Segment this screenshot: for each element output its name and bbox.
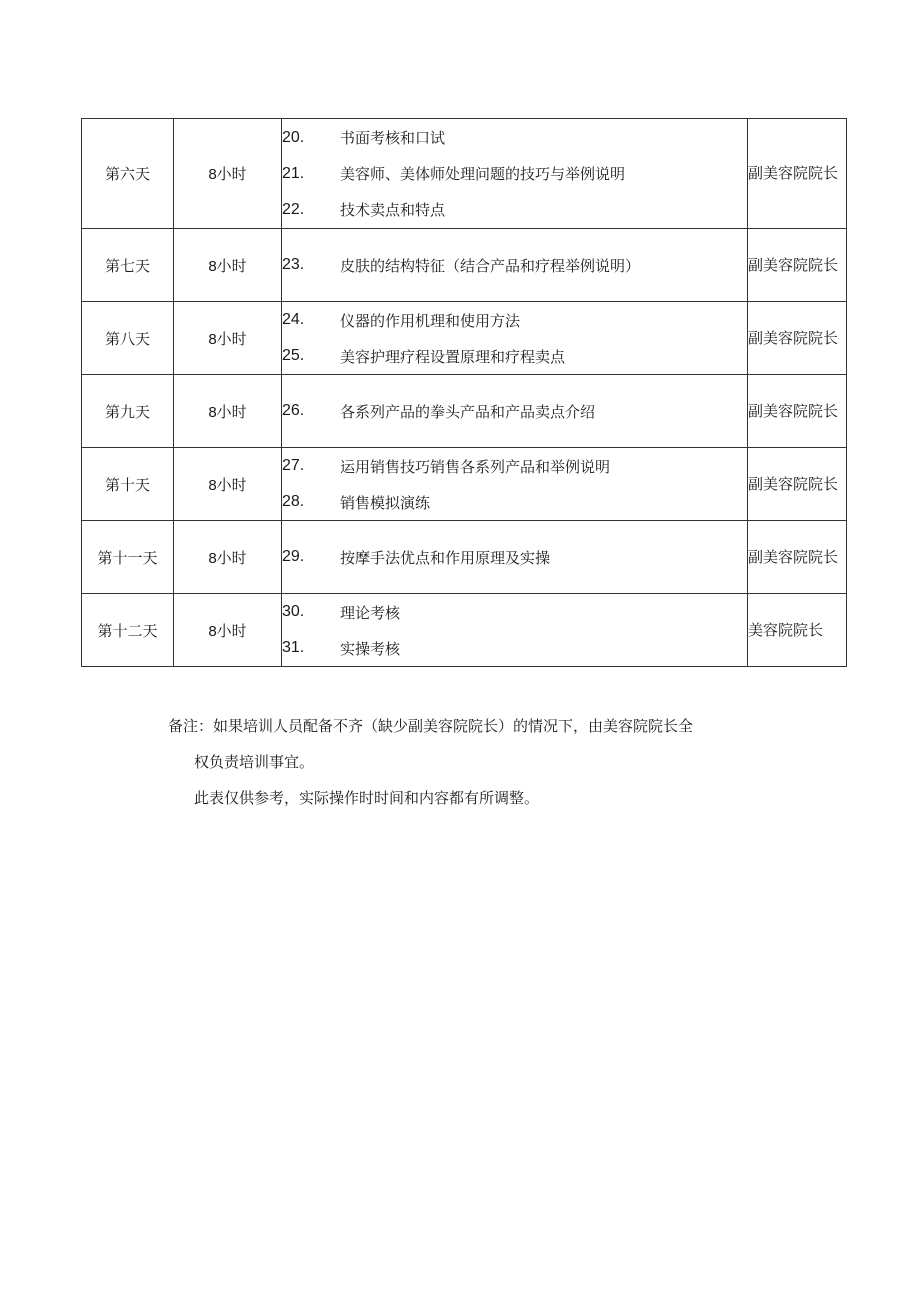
schedule-body: [82, 119, 847, 667]
item-text: 按摩手法优点和作用原理及实操: [340, 548, 551, 567]
hours-cell: 8小时: [174, 119, 282, 229]
hours-cell: 8小时: [174, 594, 282, 667]
item-number: 25.: [282, 347, 305, 364]
content-item: [282, 247, 747, 283]
schedule-row: [82, 448, 847, 521]
content-cell: [282, 229, 748, 302]
remark-line-1: 备注：如果培训人员配备不齐（缺少副美容院院长）的情况下，由美容院院长全: [168, 717, 694, 735]
item-number: 21.: [282, 164, 305, 182]
item-number: 28.: [282, 493, 305, 510]
item-number: 31.: [282, 639, 305, 656]
hours-cell: 8小时: [174, 375, 282, 448]
responsible-cell: 美容院院长: [748, 594, 847, 667]
hours-cell: 8小时: [174, 229, 282, 302]
content-cell: [282, 119, 748, 229]
responsible-cell: 副美容院院长: [748, 119, 847, 229]
training-schedule-table: [81, 118, 847, 667]
content-item: [282, 120, 747, 156]
item-text: 实操考核: [340, 639, 401, 658]
hours-cell: 8小时: [174, 521, 282, 594]
content-item: [282, 302, 747, 338]
item-text: 技术卖点和特点: [340, 201, 446, 219]
item-text: 美容师、美体师处理问题的技巧与举例说明: [340, 165, 626, 183]
item-text: 各系列产品的拳头产品和产品卖点介绍: [340, 402, 596, 421]
day-cell: 第六天: [82, 119, 174, 229]
responsible-cell: 副美容院院长: [748, 448, 847, 521]
content-cell: [282, 375, 748, 448]
item-number: 29.: [282, 548, 305, 565]
remarks: [168, 708, 693, 816]
responsible-cell: 副美容院院长: [748, 302, 847, 375]
item-text: 理论考核: [340, 603, 401, 622]
item-text: 销售模拟演练: [340, 493, 431, 512]
day-cell: 第十二天: [82, 594, 174, 667]
item-text: 美容护理疗程设置原理和疗程卖点: [340, 347, 566, 366]
item-number: 22.: [282, 200, 305, 218]
content-item: [282, 539, 747, 575]
content-item: [282, 338, 747, 374]
item-number: 24.: [282, 311, 305, 328]
content-item: [282, 192, 747, 228]
item-text: 仪器的作用机理和使用方法: [340, 311, 521, 330]
responsible-cell: 副美容院院长: [748, 375, 847, 448]
content-cell: [282, 521, 748, 594]
content-item: [282, 448, 747, 484]
content-cell: [282, 594, 748, 667]
item-number: 20.: [282, 128, 305, 146]
remark-line-2: 权负责培训事宜。: [194, 753, 315, 771]
content-cell: [282, 302, 748, 375]
content-item: [282, 156, 747, 192]
item-number: 26.: [282, 402, 305, 419]
schedule-row: [82, 119, 847, 229]
day-cell: 第十天: [82, 448, 174, 521]
hours-cell: 8小时: [174, 302, 282, 375]
day-cell: 第七天: [82, 229, 174, 302]
content-cell: [282, 448, 748, 521]
item-text: 皮肤的结构特征（结合产品和疗程举例说明）: [340, 256, 641, 275]
item-text: 书面考核和口试: [340, 129, 446, 147]
day-cell: 第九天: [82, 375, 174, 448]
day-cell: 第十一天: [82, 521, 174, 594]
content-item: [282, 594, 747, 630]
content-item: [282, 484, 747, 520]
content-item: [282, 630, 747, 666]
item-number: 27.: [282, 457, 305, 474]
item-number: 23.: [282, 256, 305, 273]
remark-line-3: 此表仅供参考，实际操作时时间和内容都有所调整。: [194, 789, 540, 807]
item-text: 运用销售技巧销售各系列产品和举例说明: [340, 457, 611, 476]
day-cell: 第八天: [82, 302, 174, 375]
item-number: 30.: [282, 603, 305, 620]
responsible-cell: 副美容院院长: [748, 229, 847, 302]
schedule-row: [82, 521, 847, 594]
schedule-row: [82, 229, 847, 302]
schedule-row: [82, 302, 847, 375]
content-item: [282, 393, 747, 429]
schedule-row: [82, 594, 847, 667]
responsible-cell: 副美容院院长: [748, 521, 847, 594]
hours-cell: 8小时: [174, 448, 282, 521]
schedule-row: [82, 375, 847, 448]
